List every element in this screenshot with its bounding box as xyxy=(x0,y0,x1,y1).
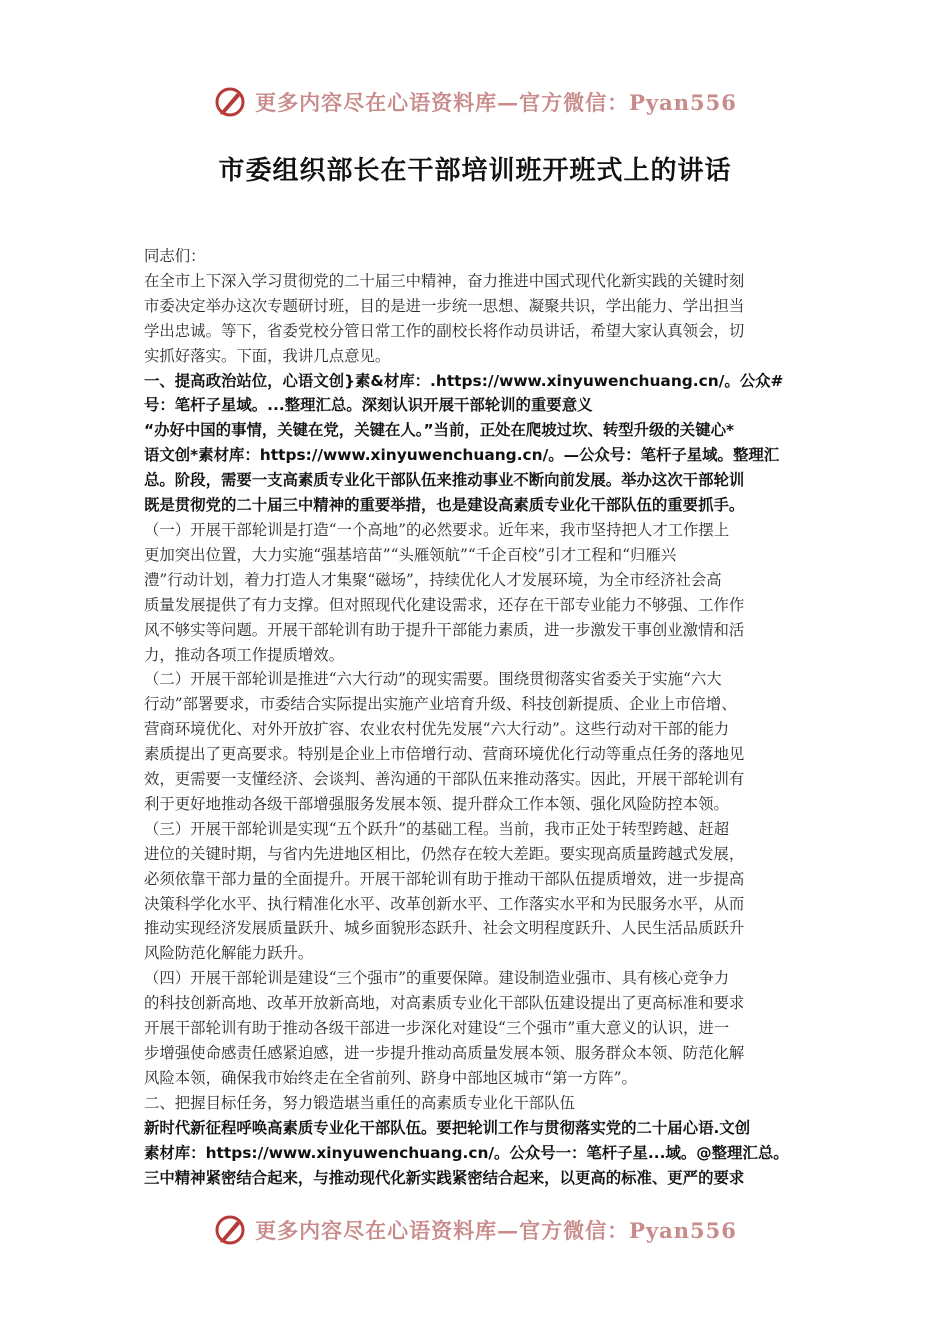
text-line: 步增强使命感责任感紧迫感，进一步提升推动高质量发展本领、服务群众本领、防范化解 xyxy=(144,1044,745,1062)
text-line: 行动”部署要求，市委结合实际提出实施产业培育升级、科技创新提质、企业上市倍增、 xyxy=(144,695,737,714)
text-line: 素质提出了更高要求。特别是企业上市倍增行动、营商环境优化行动等重点任务的落地见 xyxy=(144,745,745,764)
text-line: 决策科学化水平、执行精准化水平、改革创新水平、工作落实水平和为民服务水平，从而 xyxy=(144,894,745,913)
text-line: （四）开展干部轮训是建设“三个强市”的重要保障。建设制造业强市、具有核心竞争力 xyxy=(144,969,730,988)
text-line: 效，更需要一支懂经济、会谈判、善沟通的干部队伍来推动落实。因此，开展干部轮训有 xyxy=(144,770,745,789)
document-body xyxy=(144,244,814,1190)
text-line: “办好中国的事情，关键在党，关键在人。”当前，正处在爬坡过坎、转型升级的关键心* xyxy=(144,421,735,440)
text-line: 在全市上下深入学习贯彻党的二十届三中精神，奋力推进中国式现代化新实践的关键时刻 xyxy=(144,271,745,290)
text-line: 的科技创新高地、改革开放新高地，对高素质专业化干部队伍建设提出了更高标准和要求 xyxy=(144,994,745,1013)
text-line: 实抓好落实。下面，我讲几点意见。 xyxy=(144,346,391,365)
text-line: 既是贯彻党的二十届三中精神的重要举措，也是建设高素质专业化干部队伍的重要抓手。 xyxy=(144,496,745,515)
text-line: 一、提高政治站位，心语文创}素&材库：.https://www.xinyuwenchuang.cn/。公众# xyxy=(144,371,784,390)
text-line: 风险本领，确保我市始终走在全省前列、跻身中部地区城市“第一方阵”。 xyxy=(144,1068,637,1087)
text-line: （二）开展干部轮训是推进“六大行动”的现实需要。围绕贯彻落实省委关于实施“六大 xyxy=(144,670,722,689)
watermark-text: 更多内容尽在心语资料库—官方微信：Pyan556 xyxy=(255,90,737,115)
text-line: 必须依靠干部力量的全面提升。开展干部轮训有助于推动干部队伍提质增效，进一步提高 xyxy=(144,869,745,888)
text-line: 营商环境优化、对外开放扩容、农业农村优先发展“六大行动”。这些行动对干部的能力 xyxy=(144,720,730,739)
text-line: 开展干部轮训有助于推动各级干部进一步深化对建设“三个强市”重大意义的认识，进一 xyxy=(144,1019,730,1038)
watermark-text: 更多内容尽在心语资料库—官方微信：Pyan556 xyxy=(255,1218,737,1243)
text-line: 素材库：https://www.xinyuwenchuang.cn/。公众号一：笔杆子星...域。@整理汇总。 xyxy=(144,1143,789,1162)
watermark-banner-bottom xyxy=(0,1210,950,1250)
text-line: 市委决定举办这次专题研讨班，目的是进一步统一思想、凝聚共识，学出能力、学出担当 xyxy=(144,296,745,315)
text-line: （三）开展干部轮训是实现“五个跃升”的基础工程。当前，我市正处于转型跨越、赶超 xyxy=(144,819,730,838)
text-line: 进位的关键时期，与省内先进地区相比，仍然存在较大差距。要实现高质量跨越式发展， xyxy=(144,844,745,863)
text-line: 质量发展提供了有力支撑。但对照现代化建设需求，还存在干部专业能力不够强、工作作 xyxy=(144,595,745,614)
text-line: 风险防范化解能力跃升。 xyxy=(144,944,314,963)
text-line: 澧”行动计划，着力打造人才集聚“磁场”，持续优化人才发展环境，为全市经济社会高 xyxy=(144,570,722,589)
text-line: 更加突出位置，大力实施“强基培苗”“头雁领航”“千企百校”引才工程和“归雁兴 xyxy=(144,545,677,564)
text-line: 同志们： xyxy=(144,247,206,265)
text-line: 三中精神紧密结合起来，与推动现代化新实践紧密结合起来，以更高的标准、更严的要求 xyxy=(144,1168,745,1187)
text-line: 利于更好地推动各级干部增强服务发展本领、提升群众工作本领、强化风险防控本领。 xyxy=(144,794,729,813)
text-line: 学出忠诚。等下，省委党校分管日常工作的副校长将作动员讲话，希望大家认真领会，切 xyxy=(144,321,745,340)
text-line: 新时代新征程呼唤高素质专业化干部队伍。要把轮训工作与贯彻落实党的二十届心语.文创 xyxy=(144,1118,751,1137)
text-line: 语文创*素材库：https://www.xinyuwenchuang.cn/。—公众号：笔杆子星域。整理汇 xyxy=(144,446,780,465)
text-line: 推动实现经济发展质量跃升、城乡面貌形态跃升、社会文明程度跃升、人民生活品质跃升 xyxy=(144,919,745,938)
page-title: 市委组织部长在干部培训班开班式上的讲话 xyxy=(218,156,732,186)
text-line: （一）开展干部轮训是打造“一个高地”的必然要求。近年来，我市坚持把人才工作摆上 xyxy=(144,520,730,539)
text-line: 总。阶段，需要一支高素质专业化干部队伍来推动事业不断向前发展。举办这次干部轮训 xyxy=(144,471,745,490)
watermark-banner-top xyxy=(0,82,950,122)
text-line: 号：笔杆子星域。...整理汇总。深刻认识开展干部轮训的重要意义 xyxy=(144,396,593,415)
pen-circle-logo-icon xyxy=(213,1213,247,1247)
text-line: 力，推动各项工作提质增效。 xyxy=(144,645,345,664)
text-line: 二、把握目标任务，努力锻造堪当重任的高素质专业化干部队伍 xyxy=(144,1093,575,1112)
text-line: 风不够实等问题。开展干部轮训有助于提升干部能力素质，进一步激发干事创业激情和活 xyxy=(144,620,745,639)
pen-circle-logo-icon xyxy=(213,85,247,119)
